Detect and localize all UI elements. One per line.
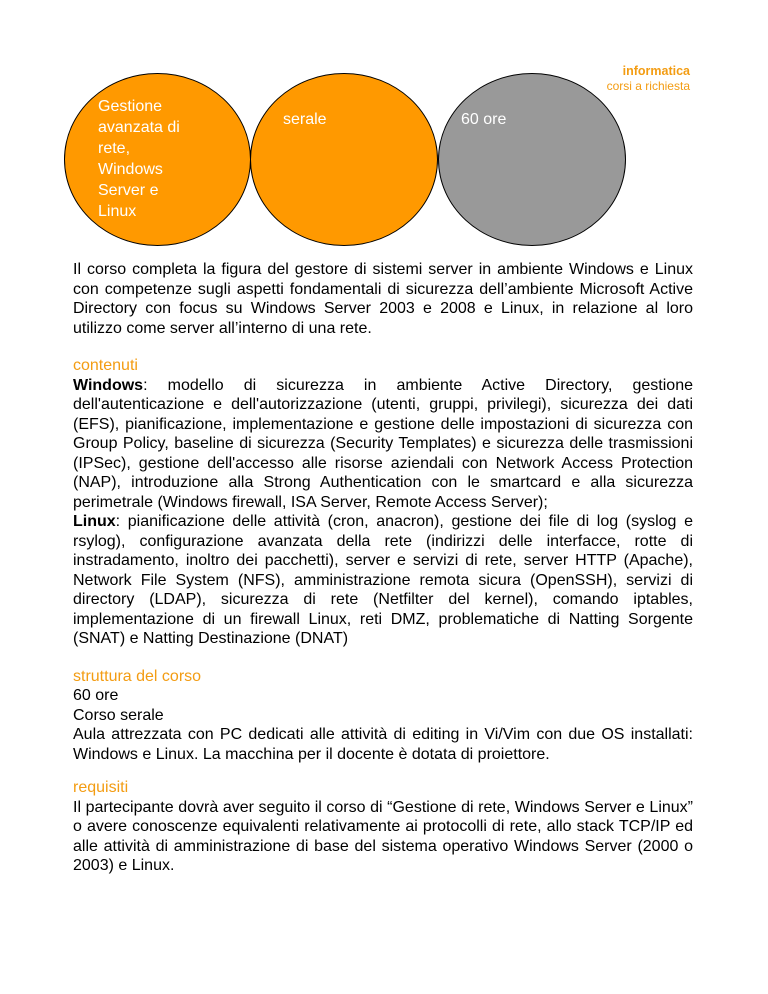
schedule-label: serale [283, 111, 327, 128]
struttura-line-3: Aula attrezzata con PC dedicati alle attività di editing in Vi/Vim con due OS installati: Windows e Linux. La macchina per il docente è dotata di proiettore. [73, 726, 693, 763]
schedule-circle [250, 73, 438, 246]
header-brand-block [607, 64, 690, 94]
linux-contents [73, 512, 693, 649]
requisiti-paragraph: Il partecipante dovrà aver seguito il corso di “Gestione di rete, Windows Server e Linux” o avere conoscenze equivalenti relativamente ai protocolli di rete, allo stack TCP/IP ed alle attività di amministrazione di base del sistema operativo Windows Server (2000 o 2003) e Linux. [73, 798, 693, 874]
linux-label: Linux [73, 513, 116, 530]
windows-label: Windows [73, 376, 144, 394]
linux-text: : pianificazione delle attività (cron, anacron), gestione dei file di log (syslog e rsylog), configurazione avanzata della rete (indirizzi delle interfacce, rotte di instradamento, inoltro dei pacchetti), server e servizi di rete, server HTTP (Apache), Network File System (NFS), amministrazione remota sicura (OpenSSH), servizi di directory (LDAP), sicurezza di rete (Netfilter del kernel), comando iptables, implementazione di un firewall Linux, reti DMZ, problematiche di Natting Sorgente (SNAT) e Natting Destinazione (DNAT) [73, 513, 693, 647]
struttura-line-1: 60 ore [73, 687, 119, 704]
duration-circle [438, 73, 626, 246]
windows-text: : modello di sicurezza in ambiente Active Directory, gestione dell'autenticazione e dell'autorizzazione (utenti, gruppi, privilegi), sicurezza dei dati (EFS), pianificazione, implementazione e gestione delle impostazioni di sicurezza con Group Policy, baseline di sicurezza (Security Templates) e sicurezza delle trasmissioni (IPSec), gestione dell'accesso alle risorse aziendali con Network Access Protection (NAP), introduzione alla Strong Authentication con le smartcard e alla sicurezza perimetrale (Windows firewall, ISA Server, Remote Access Server); [73, 376, 693, 511]
document-body [73, 260, 693, 876]
section-title-struttura: struttura del corso [73, 667, 202, 685]
brand-subtitle: corsi a richiesta [606, 79, 690, 93]
course-title-circle [64, 73, 251, 246]
brand-label: informatica [622, 64, 690, 78]
intro-paragraph: Il corso completa la figura del gestore di sistemi server in ambiente Windows e Linux con competenze sugli aspetti fondamentali di sicurezza dell’ambiente Microsoft Active Directory con focus su Windows Server 2003 e 2008 e Linux, in relazione al loro utilizzo come server all’interno di una rete. [73, 261, 693, 337]
section-title-requisiti: requisiti [73, 779, 129, 796]
windows-contents [73, 376, 693, 513]
section-title-contenuti: contenuti [73, 357, 138, 374]
duration-label: 60 ore [461, 111, 507, 128]
struttura-line-2: Corso serale [73, 706, 164, 724]
course-title: Gestione avanzata di rete, Windows Server e Linux [98, 98, 180, 220]
